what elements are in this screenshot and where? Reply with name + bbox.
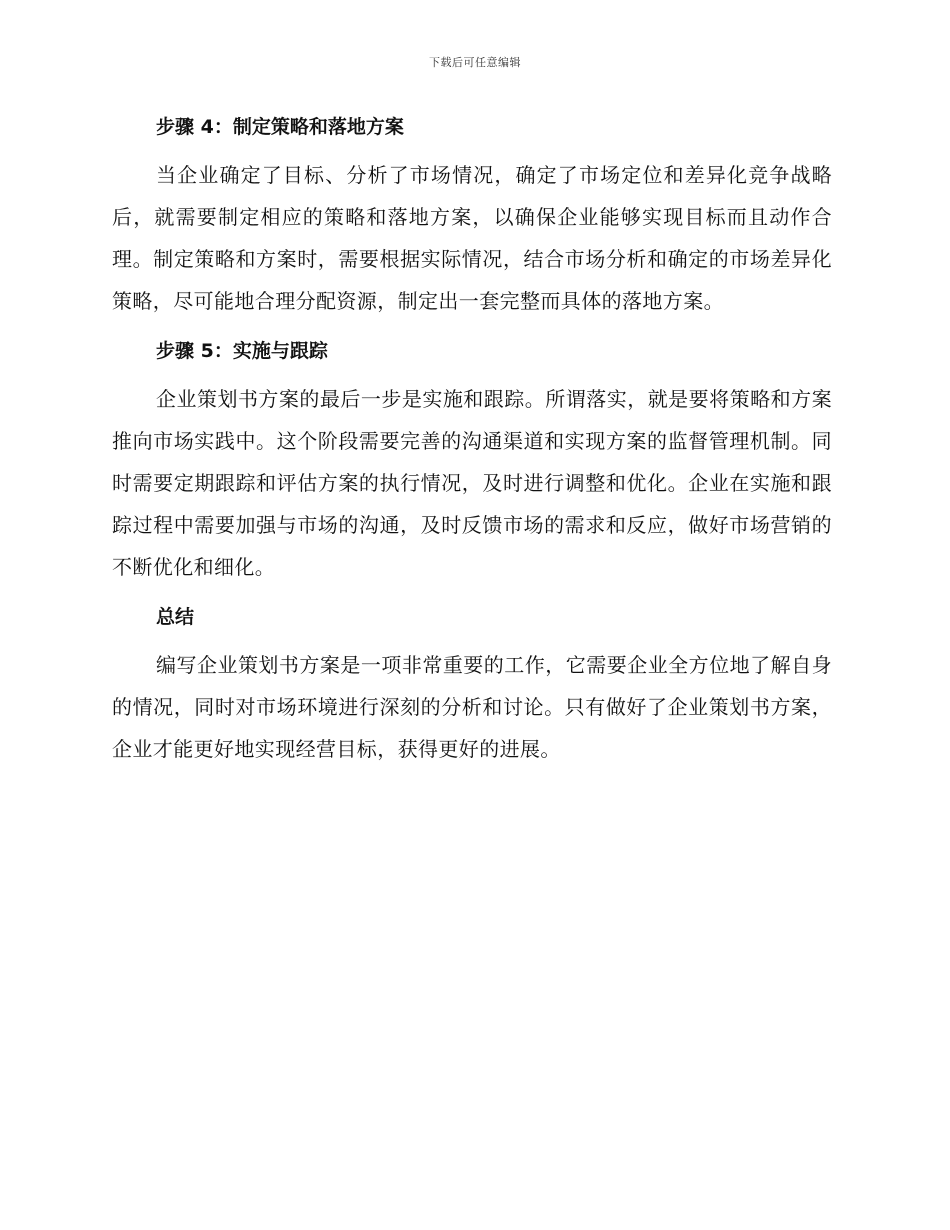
section-heading: 步骤 4：制定策略和落地方案 (156, 116, 404, 138)
section-heading: 步骤 5：实施与跟踪 (156, 340, 328, 362)
page-header: 下载后可任意编辑 (429, 56, 521, 69)
section-step-4 (112, 108, 832, 322)
section-paragraph: 当企业确定了目标、分析了市场情况，确定了市场定位和差异化竞争战略后，就需要制定相应的策略和落地方案，以确保企业能够实现目标而且动作合理。制定策略和方案时，需要根据实际情况，结合市场分析和确定的市场差异化策略，尽可能地合理分配资源，制定出一套完整而具体的落地方案。 (112, 163, 832, 313)
section-paragraph: 企业策划书方案的最后一步是实施和跟踪。所谓落实，就是要将策略和方案推向市场实践中。这个阶段需要完善的沟通渠道和实现方案的监督管理机制。同时需要定期跟踪和评估方案的执行情况，及时进行调整和优化。企业在实施和跟踪过程中需要加强与市场的沟通，及时反馈市场的需求和反应，做好市场营销的不断优化和细化。 (112, 387, 832, 579)
document-body (112, 108, 832, 780)
section-heading: 总结 (156, 606, 195, 628)
section-step-5 (112, 332, 832, 588)
section-paragraph: 编写企业策划书方案是一项非常重要的工作，它需要企业全方位地了解自身的情况，同时对市场环境进行深刻的分析和讨论。只有做好了企业策划书方案，企业才能更好地实现经营目标，获得更好的进展。 (112, 653, 832, 761)
section-summary (112, 598, 832, 770)
